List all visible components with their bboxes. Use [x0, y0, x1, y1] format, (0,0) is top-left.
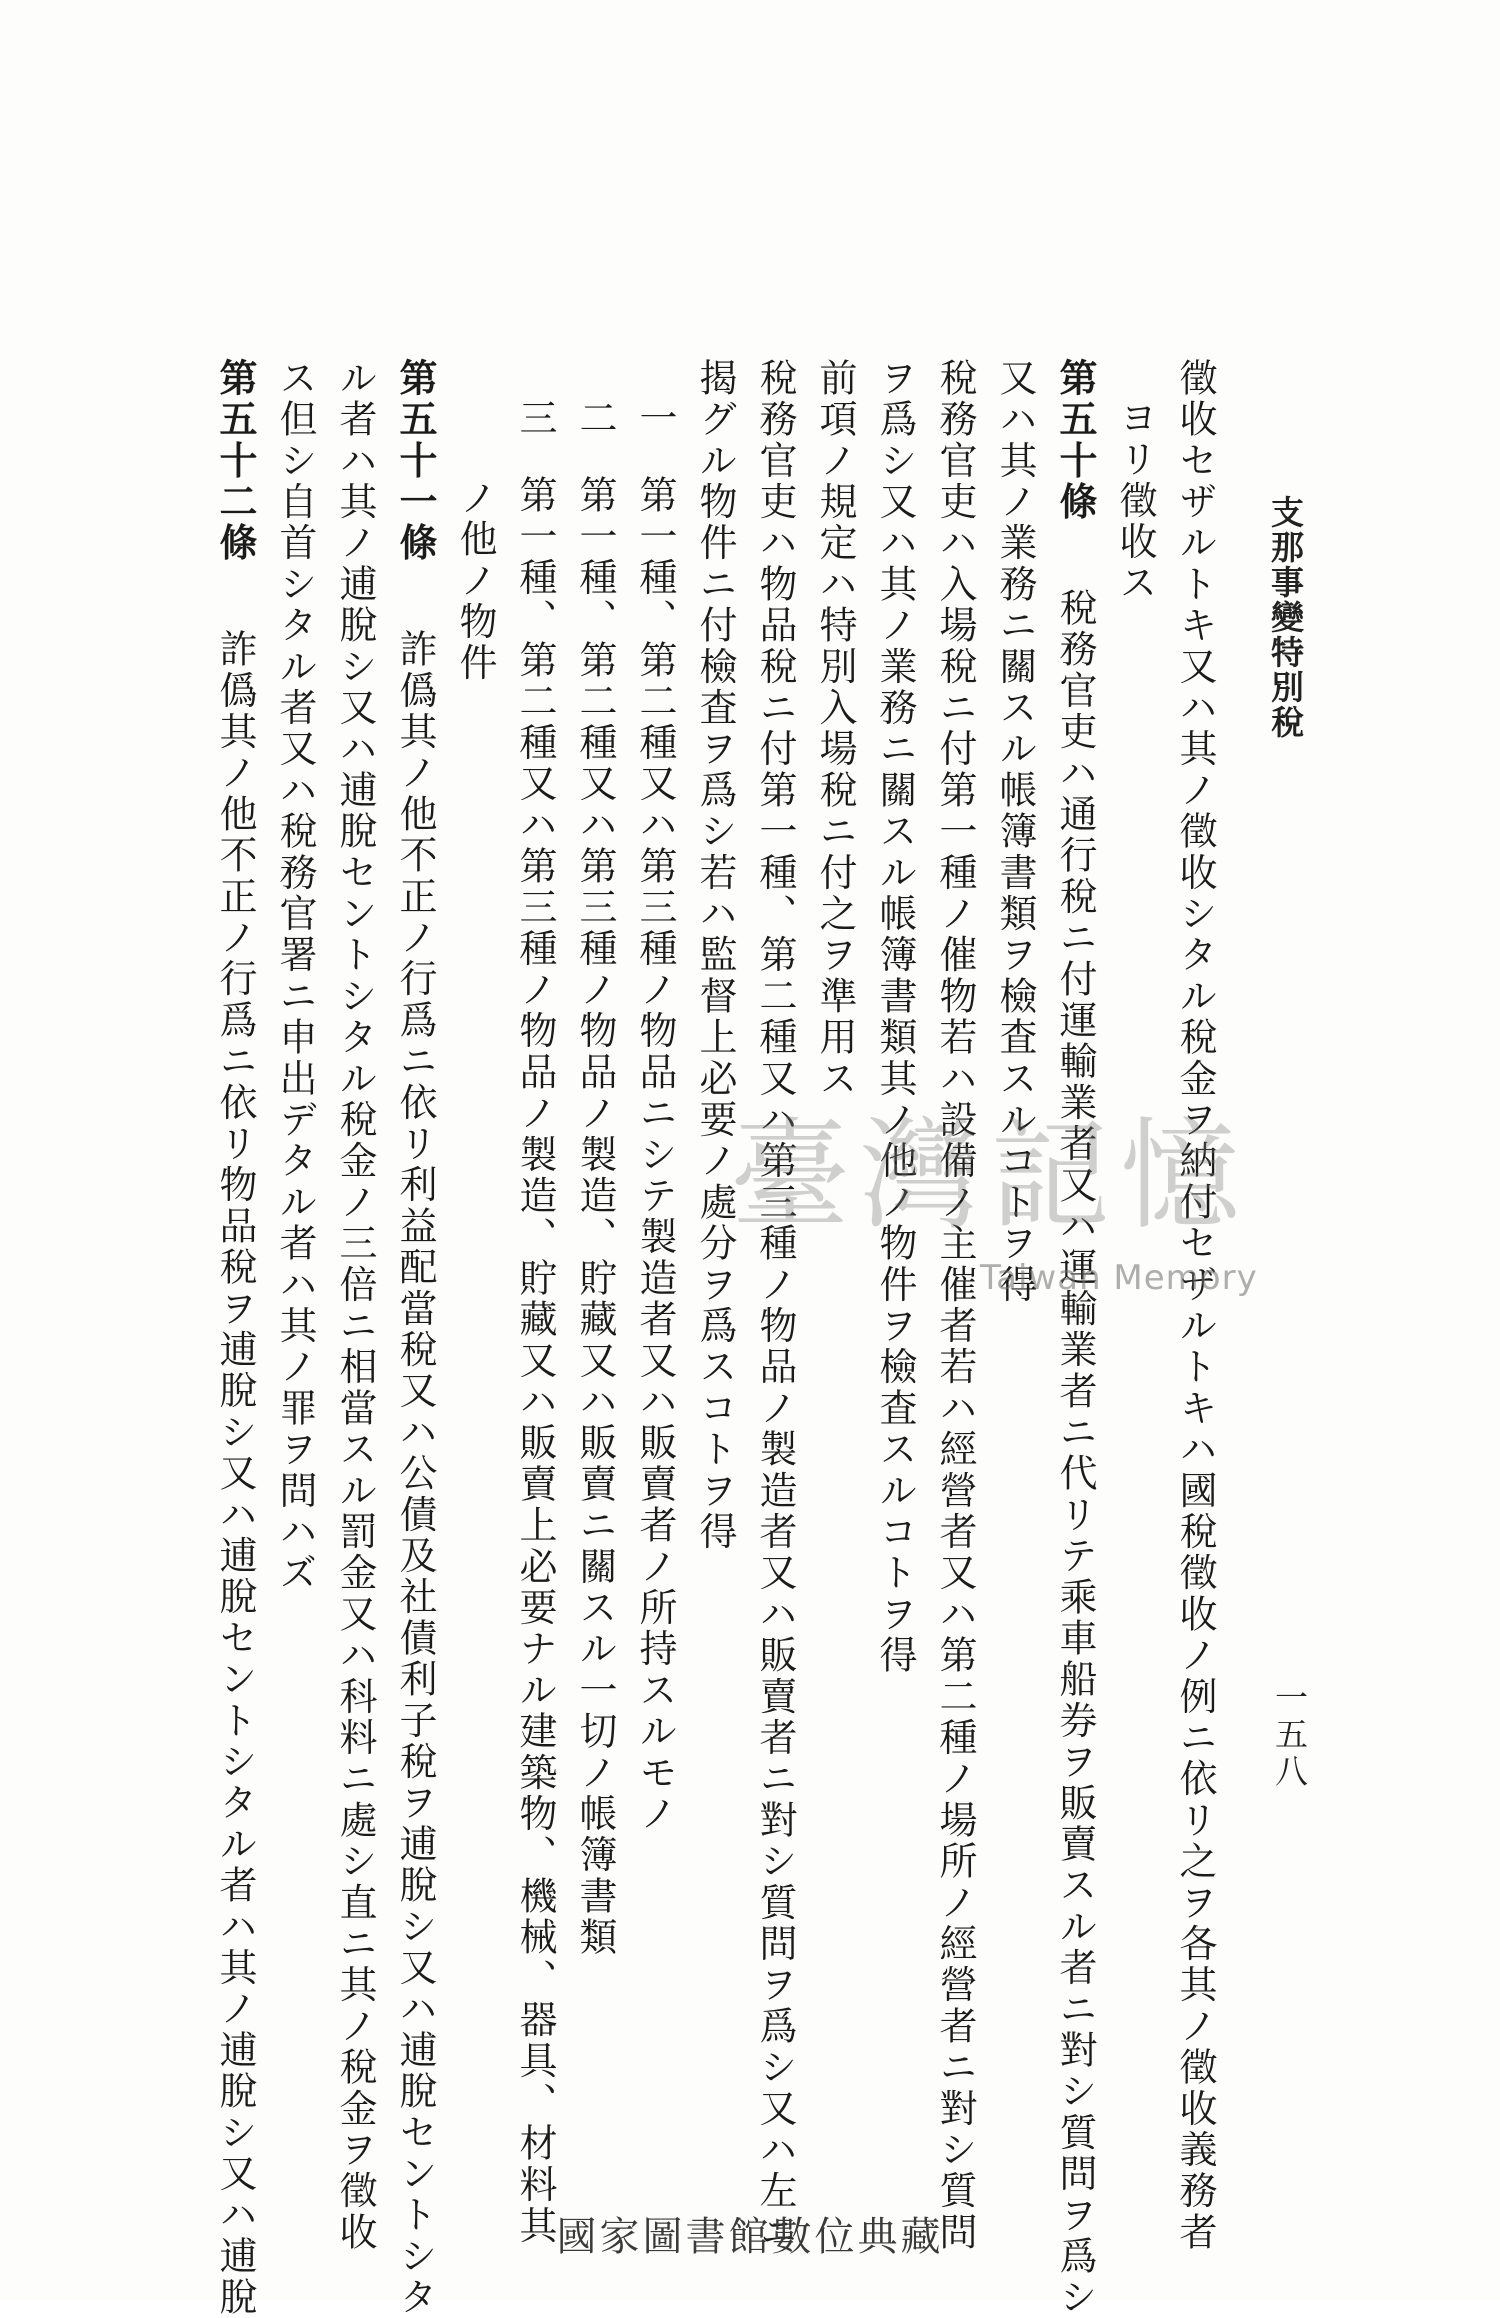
- column-text: 稅務官吏ハ入場稅ニ付第一種ノ催物若ハ設備ノ主催者若ハ經營者又ハ第二種ノ場所ノ經營者ニ對シ質問: [933, 358, 977, 2254]
- column-text: ノ他ノ物件: [453, 478, 497, 684]
- article-number: 第五十一條: [393, 358, 438, 564]
- column-text: 詐僞其ノ他不正ノ行爲ニ依リ物品稅ヲ逋脫シ又ハ逋脫セントシタル者ハ其ノ逋脫シ又ハ逋脫: [213, 629, 257, 2318]
- column-text: ル者ハ其ノ逋脫シ又ハ逋脫セントシタル稅金ノ三倍ニ相當スル罰金又ハ科料ニ處シ直ニ其ノ稅金ヲ徵收: [333, 358, 377, 2254]
- column-text: 前項ノ規定ハ特別入場稅ニ付之ヲ準用ス: [813, 358, 857, 1100]
- footer-credit: 國家圖書館數位典藏: [556, 2214, 944, 2260]
- column-text: 稅務官吏ハ物品稅ニ付第一種、第二種又ハ第三種ノ物品ノ製造者又ハ販賣者ニ對シ質問ヲ爲シ又ハ左ニ: [753, 358, 797, 2254]
- watermark-logo: 臺灣記憶: [730, 1107, 1250, 1246]
- watermark-caption: Taiwan Memory: [980, 1258, 1258, 1298]
- text-column: [265, 358, 325, 2083]
- item-number: 一: [633, 398, 677, 440]
- item-column: [565, 358, 625, 2083]
- column-text: ス但シ自首シタル者又ハ稅務官署ニ申出デタル者ハ其ノ罪ヲ問ハズ: [273, 358, 317, 1594]
- article-column: [205, 358, 265, 2318]
- text-column: [445, 358, 505, 2083]
- column-text: 徵收セザルトキ又ハ其ノ徵收シタル稅金ヲ納付セザルトキハ國稅徵收ノ例ニ依リ之ヲ各其ノ徵收義務者: [1173, 358, 1217, 2254]
- column-text: 詐僞其ノ他不正ノ行爲ニ依リ利益配當稅又ハ公債及社債利子稅ヲ逋脫シ又ハ逋脫セントシタ: [393, 629, 437, 2318]
- item-column: [625, 358, 685, 2083]
- page-number: 一五八: [1270, 1680, 1309, 1791]
- column-text: ヲ爲シ又ハ其ノ業務ニ關スル帳簿書類其ノ他ノ物件ヲ檢査スルコトヲ得: [873, 358, 917, 1677]
- column-text: 又ハ其ノ業務ニ關スル帳簿書類ヲ檢査スルコトヲ得: [993, 358, 1037, 1306]
- item-number: 二: [573, 398, 617, 440]
- column-text: 第一種、第二種又ハ第三種ノ物品ニシテ製造者又ハ販賣者ノ所持スルモノ: [633, 475, 677, 1835]
- column-text: 稅務官吏ハ通行稅ニ付運輸業者又ハ運輸業者ニ代リテ乘車船券ヲ販賣スル者ニ對シ質問ヲ爲シ: [1053, 588, 1097, 2318]
- item-number: 三: [513, 398, 557, 440]
- article-number: 第五十二條: [213, 358, 258, 564]
- column-text: 第一種、第二種又ハ第三種ノ物品ノ製造、貯藏又ハ販賣上必要ナル建築物、機械、器具、材料其: [513, 475, 557, 2247]
- article-number: 第五十條: [1053, 358, 1098, 523]
- running-title: 支那事變特別稅: [1266, 495, 1305, 740]
- column-text: 第一種、第二種又ハ第三種ノ物品ノ製造、貯藏又ハ販賣ニ關スル一切ノ帳簿書類: [573, 475, 617, 1959]
- column-text: 揭グル物件ニ付檢査ヲ爲シ若ハ監督上必要ノ處分ヲ爲スコトヲ得: [693, 358, 737, 1553]
- article-column: [385, 358, 445, 2318]
- item-column: [505, 358, 565, 2247]
- column-text: ヨリ徵收ス: [1113, 398, 1157, 604]
- text-column: [325, 358, 385, 2254]
